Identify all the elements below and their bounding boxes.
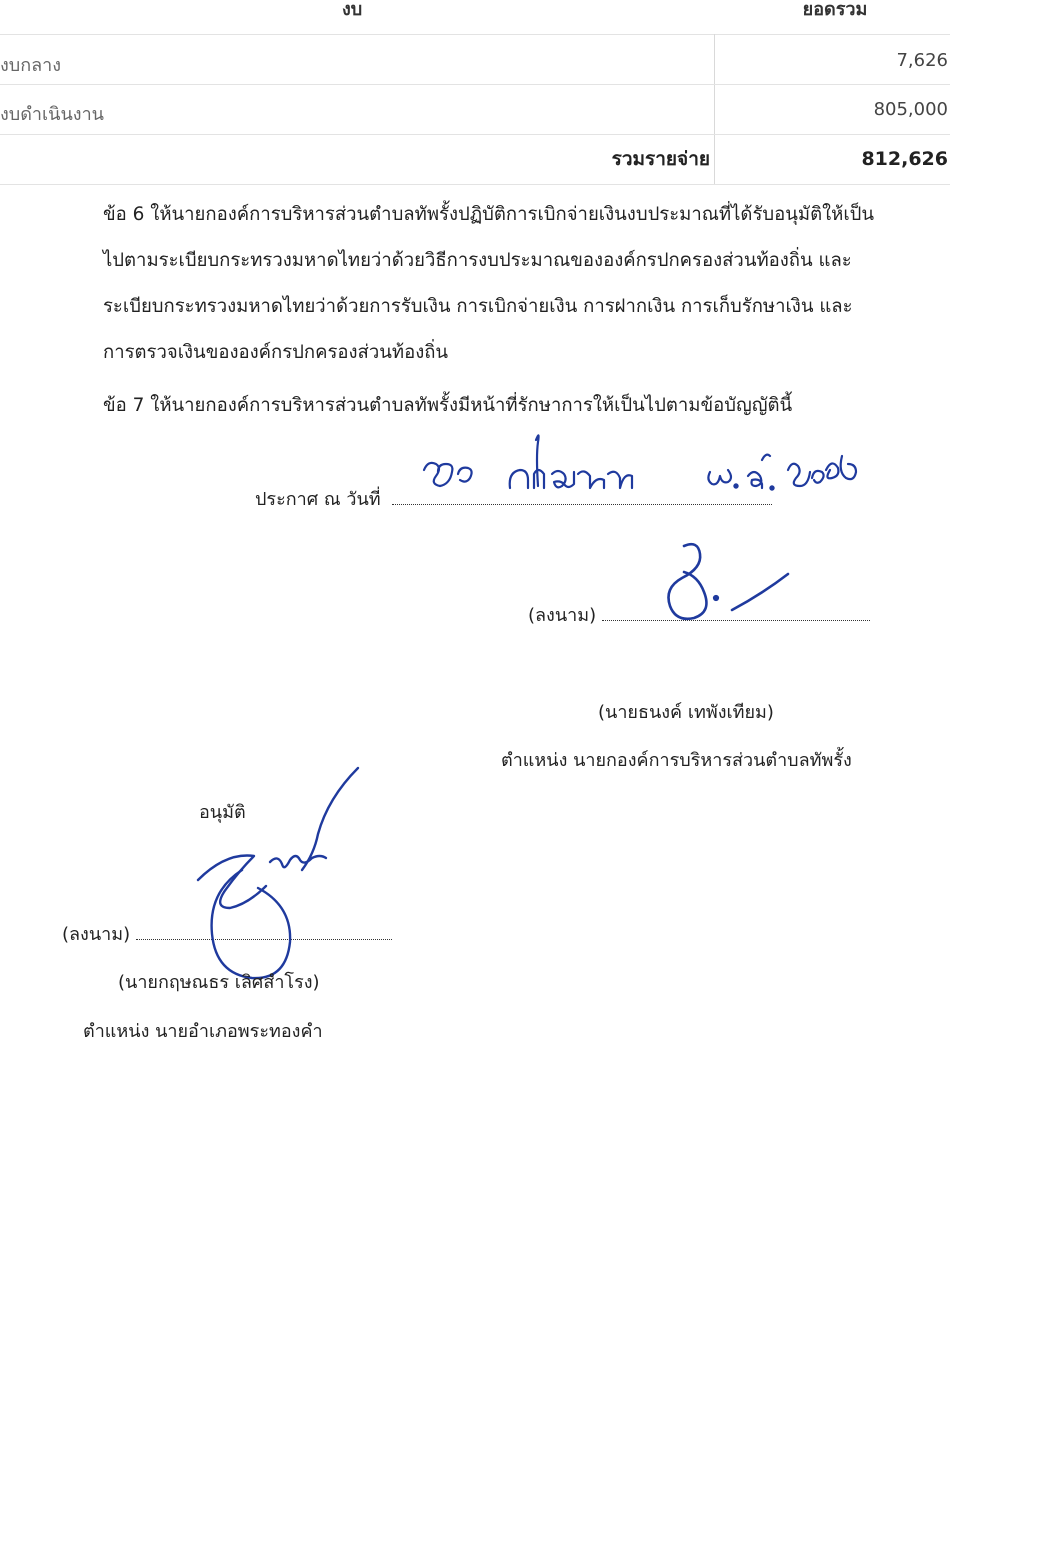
clause-7: ข้อ 7 ให้นายกองค์การบริหารส่วนตำบลทัพรั้งมีหน้าที่รักษาการให้เป็นไปตามข้อบัญญัตินี้ xyxy=(103,395,793,416)
signer-position: ตำแหน่ง นายกองค์การบริหารส่วนตำบลทัพรั้ง xyxy=(501,750,852,771)
clause-6 xyxy=(103,192,874,376)
row-value: 805,000 xyxy=(873,99,948,120)
signer-name: (นายธนงค์ เทพังเทียม) xyxy=(598,702,774,723)
clause-6-line: ระเบียบกระทรวงมหาดไทยว่าด้วยการรับเงิน การเบิกจ่ายเงิน การฝากเงิน การเก็บรักษาเงิน และ xyxy=(103,296,853,317)
announcement-label: ประกาศ ณ วันที่ xyxy=(255,489,381,510)
table-header-budget: งบ xyxy=(342,0,363,20)
clause-6-line: ไปตามระเบียบกระทรวงมหาดไทยว่าด้วยวิธีการงบประมาณขององค์กรปกครองส่วนท้องถิ่น และ xyxy=(103,250,852,271)
clause-6-line: การตรวจเงินขององค์กรปกครองส่วนท้องถิ่น xyxy=(103,342,449,363)
total-value: 812,626 xyxy=(861,148,948,170)
table-header-total: ยอดรวม xyxy=(802,0,868,20)
row-name: งบกลาง xyxy=(0,55,62,76)
clause-6-line: ข้อ 6 ให้นายกองค์การบริหารส่วนตำบลทัพรั้งปฏิบัติการเบิกจ่ายเงินงบประมาณที่ได้รับอนุมัติให้เป็น xyxy=(103,204,875,225)
row-value: 7,626 xyxy=(896,50,948,71)
table-divider xyxy=(0,84,950,85)
table-divider xyxy=(0,34,950,35)
approver-sign-label: (ลงนาม) xyxy=(62,924,131,945)
approver-name: (นายกฤษณธร เลิศสำโรง) xyxy=(118,972,320,993)
table-column-divider xyxy=(714,34,715,184)
approver-signature-ink xyxy=(190,760,370,990)
approve-label: อนุมัติ xyxy=(199,802,246,823)
table-divider xyxy=(0,184,950,185)
handwritten-date-ink xyxy=(410,430,860,510)
signer-signature-ink xyxy=(660,540,800,630)
signer-sign-label: (ลงนาม) xyxy=(528,605,597,626)
total-label: รวมรายจ่าย xyxy=(611,148,710,170)
approver-position: ตำแหน่ง นายอำเภอพระทองคำ xyxy=(83,1021,323,1042)
row-name: งบดำเนินงาน xyxy=(0,104,104,125)
table-divider xyxy=(0,134,950,135)
